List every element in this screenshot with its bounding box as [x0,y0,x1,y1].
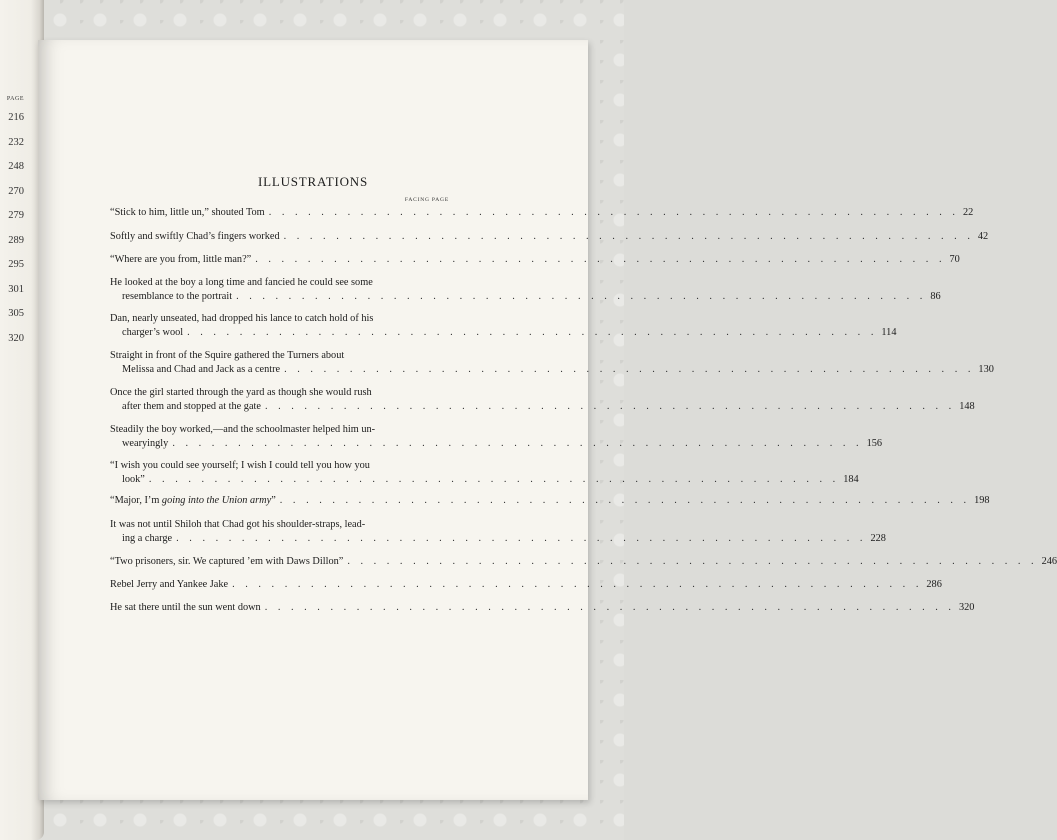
entry-page-number: 130 [978,364,994,375]
entry-caption: Rebel Jerry and Yankee Jake [110,579,229,590]
illustration-entry [110,206,974,220]
entry-page-number: 22 [962,207,974,218]
entry-caption: He looked at the boy a long time and fancied he could see some [110,277,373,288]
illustration-entry [110,253,960,267]
left-page-number: 295 [8,259,24,270]
entry-caption-continued: resemblance to the portrait [122,291,233,302]
illustration-entry [110,386,975,414]
entry-caption: “I wish you could see yourself; I wish I could tell you how you [110,460,370,471]
left-page-number: 305 [8,308,24,319]
entry-caption: It was not until Shiloh that Chad got his shoulder-straps, lead- [110,519,366,530]
leader-dots [176,533,866,544]
entry-page-number: 184 [843,474,859,485]
entry-caption-continued: Melissa and Chad and Jack as a centre [122,364,281,375]
entry-page-number: 70 [949,254,960,265]
left-page-header: PAGE [6,96,24,102]
right-page [38,40,1057,800]
leader-dots [284,230,974,244]
entry-caption: Softly and swiftly Chad’s fingers worked [110,231,280,242]
left-page-number: 216 [8,112,24,123]
leader-dots [280,494,970,508]
entry-caption-continued: wearyingly [122,438,169,449]
leader-dots [236,291,926,302]
leader-dots [172,438,862,449]
entry-page-number: 286 [926,579,942,590]
entry-page-number: 148 [959,401,975,412]
entry-page-number: 42 [977,231,989,242]
illustration-entry [110,276,941,304]
italic-phrase: going into the Union army [161,495,272,506]
illustration-entry [110,459,859,487]
entry-caption: “Where are you from, little man?” [110,254,252,265]
illustration-entry [110,494,990,508]
entry-caption: Dan, nearly unseated, had dropped his lance to catch hold of his [110,313,374,324]
illustration-entry [110,518,886,546]
leader-dots [149,474,839,485]
left-page-number: 232 [8,136,24,148]
entry-page-number: 156 [866,438,883,449]
leader-dots [265,601,955,615]
leader-dots [269,206,959,220]
left-page-number: 320 [8,332,24,344]
entry-caption-continued: after them and stopped at the gate [122,401,261,412]
entry-caption-continued: ing a charge [122,533,173,544]
leader-dots [265,401,955,412]
leader-dots [255,253,945,267]
entry-page-number: 228 [870,533,886,544]
entry-caption-continued: look” [122,474,145,485]
illustration-entry [110,349,994,377]
entry-caption: Steadily the boy worked,—and the schoolmaster helped him un- [110,424,376,435]
entry-caption: Once the girl started through the yard as though she would rush [110,387,372,398]
leader-dots [347,555,1037,569]
illustration-entry [110,312,897,340]
left-page-numbers [7,96,24,351]
leader-dots [284,364,974,375]
entry-page-number: 320 [959,602,975,613]
entry-caption: “Two prisoners, sir. We captured ’em with Daws Dillon” [110,556,344,567]
entry-page-number: 86 [930,291,941,302]
entry-page-number: 114 [881,327,897,338]
entry-caption: Straight in front of the Squire gathered the Turners about [110,350,345,361]
left-page-number: 301 [8,283,24,295]
illustration-entry [110,423,883,451]
left-page-number: 289 [8,234,24,246]
illustration-entry [110,555,1057,569]
leader-dots [232,578,922,592]
entry-page-number: 246 [1041,556,1057,567]
leader-dots [187,327,877,338]
illustration-entry [110,230,989,244]
entry-caption-continued: charger’s wool [122,327,184,338]
entry-page-number: 198 [974,495,990,506]
left-page-number: 279 [8,210,24,221]
illustration-entry [110,578,942,592]
page-title: ILLUSTRATIONS [257,174,369,189]
entry-caption: He sat there until the sun went down [110,602,261,613]
entry-caption: “Stick to him, little un,” shouted Tom [110,207,265,218]
illustration-entry [110,601,975,615]
left-page-number: 270 [8,185,24,197]
facing-page-header: FACING PAGE [404,197,449,203]
entry-caption: “Major, I’m going into the Union army” [110,495,276,506]
left-page-number: 248 [8,161,24,172]
